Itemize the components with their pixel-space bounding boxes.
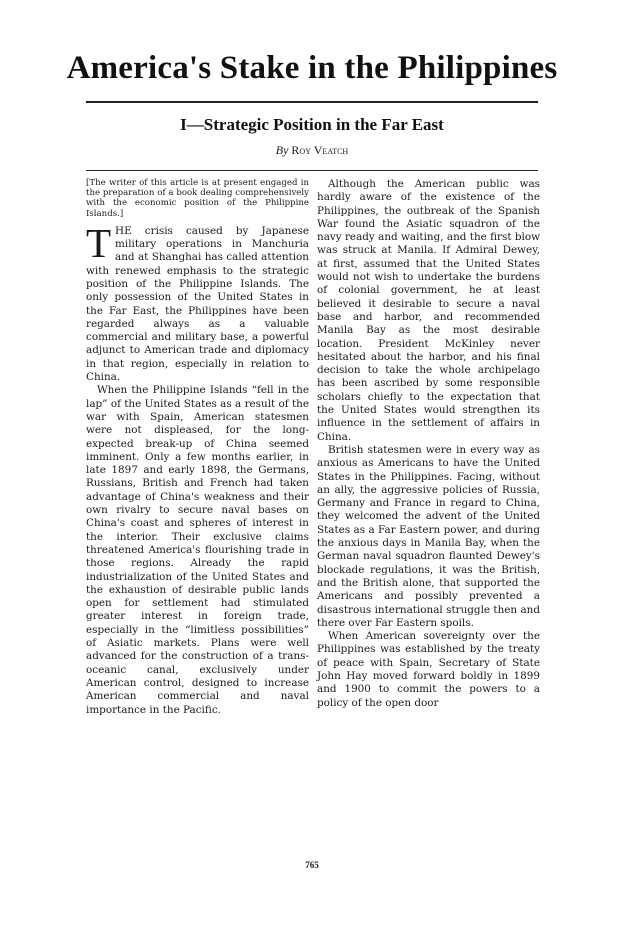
paragraph-1-text: crisis caused by Japanese military operations in Manchuria and at Shanghai has called attention with renewed emphasis to the strategic position of the Philippine Islands. The only possession of the United States in the Far East, the Philippines have been regarded always as a valuable commercial and military base, a powerful adjunct to American trade and diplomacy in that region, especially in relation to China. bbox=[86, 224, 309, 384]
paragraph-2: When the Philippine Islands “fell in the lap” of the United States as a result of the war with Spain, American statesmen were not displeased, for the long-expected break-up of China seemed imminent. Only a few months earlier, in late 1897 and early 1898, the Germans, Russians, British and French had taken advantage of China's weakness and their own rivalry to secure naval bases on China's coast and spheres of interest in the interior. Their exclusive claims threatened America's flourishing trade in those regions. Already the rapid industrialization of the United States and the exhaustion of desirable public lands open for settlement had stimulated greater interest in foreign trade, especially in the “limitless possibilities” of Asiatic markets. Plans were well advanced for the construction of a trans-oceanic canal, exclusively under American control, designed to increase American commercial and naval importance in the Pacific. bbox=[86, 384, 309, 716]
first-word: HE bbox=[115, 224, 132, 237]
paragraph-5: When American sovereignty over the Philippines was established by the treaty of peace with Spain, Secretary of State John Hay moved forward boldly in 1899 and 1900 to commit the powers to a policy of the open door bbox=[317, 630, 540, 709]
byline bbox=[0, 143, 624, 158]
left-column bbox=[86, 178, 309, 717]
author-name: Roy Veatch bbox=[291, 143, 349, 157]
paragraph-3: Although the American public was hardly aware of the existence of the Philippines, the outbreak of the Spanish War found the Asiatic squadron of the navy ready and waiting, and the first blow was struck at Manila. If Admiral Dewey, at first, assumed that the United States would not wish to undertake the burdens of colonial government, he at least believed it desirable to secure a naval base and harbor, and recommended Manila Bay as the most desirable location. President McKinley never hesitated about the harbor, and his final decision to take the whole archipelago has been ascribed by some responsible scholars chiefly to the expectation that the United States would strengthen its influence in the settlement of affairs in China. bbox=[317, 178, 540, 443]
byline-prefix: By bbox=[275, 143, 289, 157]
editor-note: [The writer of this article is at present engaged in the preparation of a book dealing comprehensively with the economic position of the Philippine Islands.] bbox=[86, 178, 309, 219]
paragraph-1 bbox=[86, 219, 309, 385]
title-rule bbox=[86, 101, 538, 103]
page-number: 765 bbox=[305, 860, 319, 870]
article-title: America's Stake in the Philippines bbox=[66, 50, 558, 86]
drop-cap: T bbox=[86, 219, 112, 266]
right-column bbox=[317, 178, 540, 710]
header-rule bbox=[86, 170, 538, 171]
paragraph-4: British statesmen were in every way as anxious as Americans to have the United States in the Philippines. Facing, without an ally, the aggressive policies of Russia, Germany and France in regard to China, they welcomed the advent of the United States as a Far Eastern power, and during the anxious days in Manila Bay, when the German naval squadron flaunted Dewey's blockade regulations, it was the British, and the British alone, that supported the Americans and possibly prevented a disastrous international struggle then and there over Far Eastern spoils. bbox=[317, 443, 540, 629]
article-subtitle: I—Strategic Position in the Far East bbox=[180, 115, 444, 134]
